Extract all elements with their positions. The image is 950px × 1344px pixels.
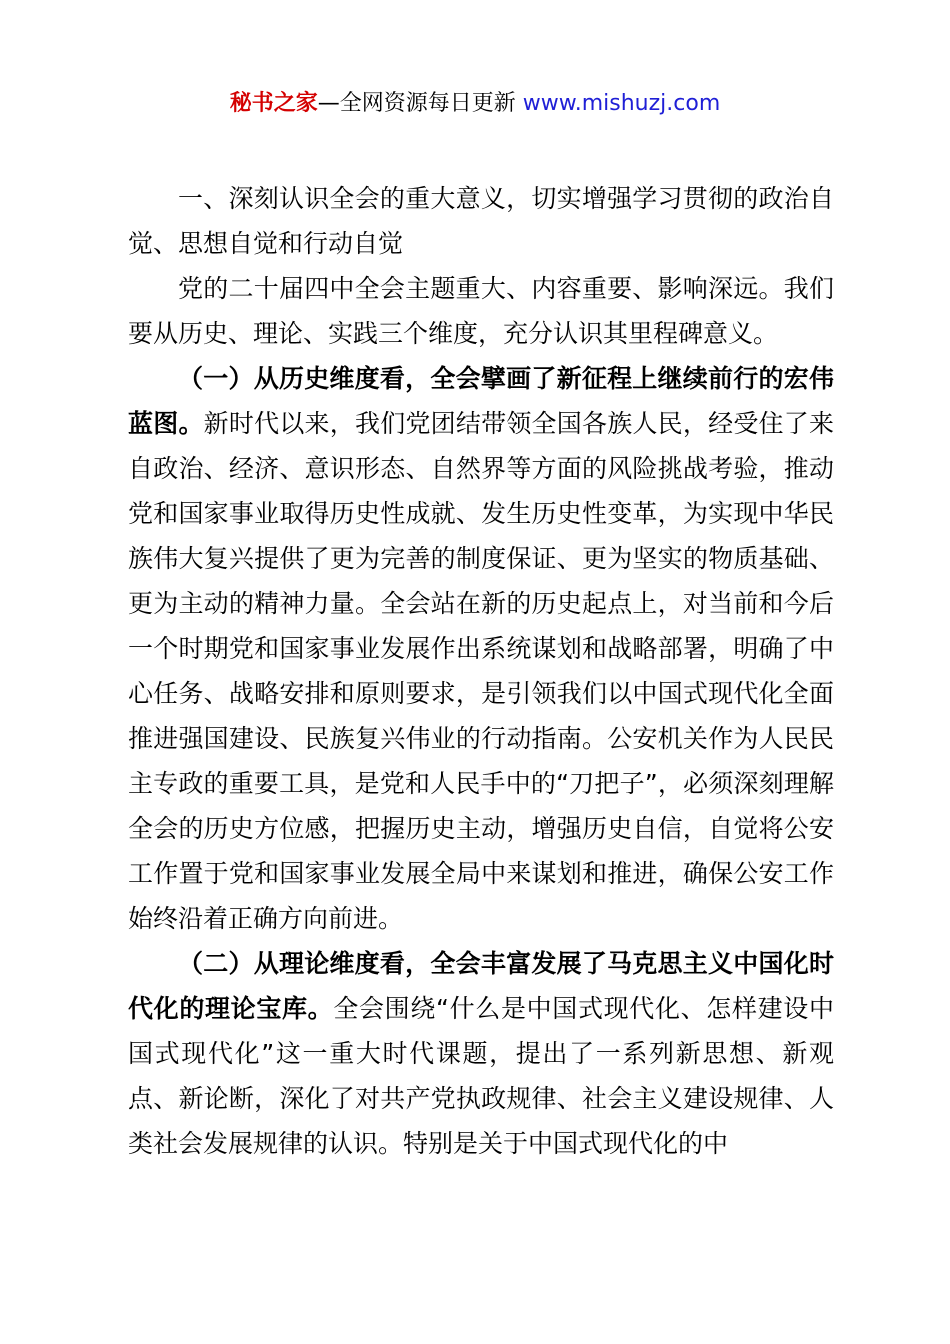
intro-paragraph: 党的二十届四中全会主题重大、内容重要、影响深远。我们要从历史、理论、实践三个维度，充分认识其里程碑意义。	[128, 274, 834, 348]
section-1-paragraph	[128, 356, 834, 941]
section-2-title: （二）从理论维度看，全会丰富发展了马克思主义中国化时代化的理论宝库。	[128, 949, 834, 1023]
section-2-body: 全会围绕“什么是中国式现代化、怎样建设中国式现代化”这一重大时代课题，提出了一系列新思想、新观点、新论断，深化了对共产党执政规律、社会主义建设规律、人类社会发展规律的认识。特别是关于中国式现代化的中	[128, 994, 834, 1158]
section-heading: 一、深刻认识全会的重大意义，切实增强学习贯彻的政治自觉、思想自觉和行动自觉	[128, 184, 834, 258]
site-slogan: —全网资源每日更新	[317, 91, 523, 116]
site-url-link[interactable]: www.mishuzj.com	[522, 91, 721, 116]
section-1-title: （一）从历史维度看，全会擘画了新征程上继续前行的宏伟蓝图。	[128, 364, 834, 438]
document-body	[128, 176, 834, 1166]
site-header	[0, 88, 950, 120]
section-2-paragraph	[128, 941, 834, 1166]
site-brand: 秘书之家	[229, 91, 318, 116]
section-1-body: 新时代以来，我们党团结带领全国各族人民，经受住了来自政治、经济、意识形态、自然界等方面的风险挑战考验，推动党和国家事业取得历史性成就、发生历史性变革，为实现中华民族伟大复兴提供了更为完善的制度保证、更为坚实的物质基础、更为主动的精神力量。全会站在新的历史起点上，对当前和今后一个时期党和国家事业发展作出系统谋划和战略部署，明确了中心任务、战略安排和原则要求，是引领我们以中国式现代化全面推进强国建设、民族复兴伟业的行动指南。公安机关作为人民民主专政的重要工具，是党和人民手中的“刀把子”，必须深刻理解全会的历史方位感，把握历史主动，增强历史自信，自觉将公安工作置于党和国家事业发展全局中来谋划和推进，确保公安工作始终沿着正确方向前进。	[128, 409, 834, 933]
